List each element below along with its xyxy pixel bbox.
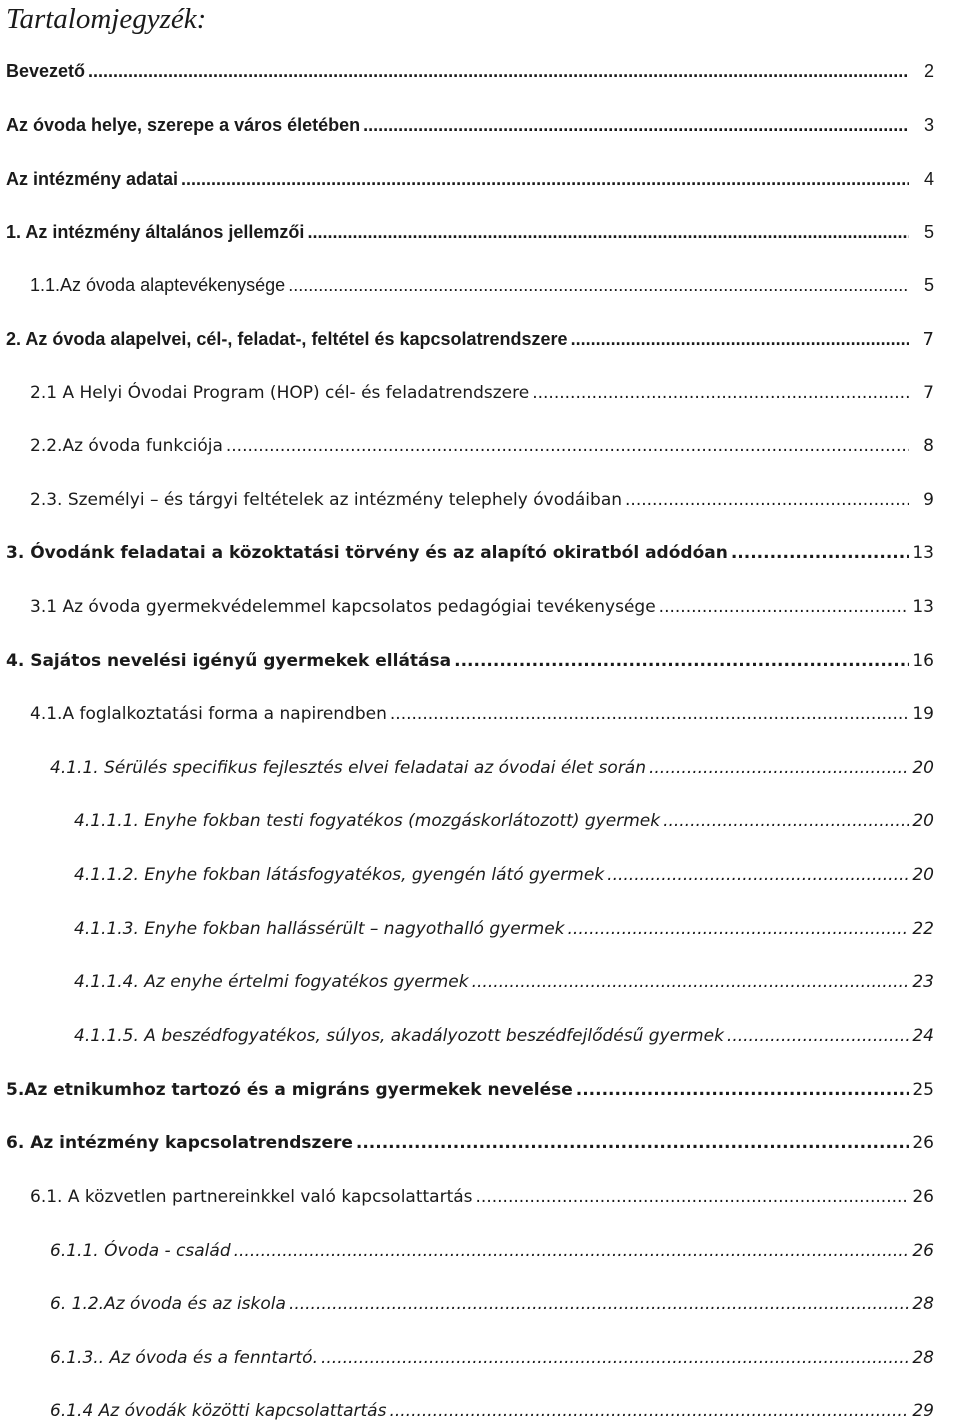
toc-entry-page: 13	[912, 543, 934, 563]
toc-entry-page: 25	[912, 1080, 934, 1100]
toc-entry[interactable]	[30, 378, 934, 408]
toc-entry-label: 4.1.1.3. Enyhe fokban hallássérült – nagyothalló gyermek	[74, 919, 565, 939]
toc-entry-label: 4.1.A foglalkoztatási forma a napirendben	[30, 704, 387, 724]
dot-leader	[727, 1021, 909, 1051]
toc-entry-label: 6. Az intézmény kapcsolatrendszere	[6, 1133, 353, 1153]
toc-entry[interactable]	[30, 1182, 934, 1212]
dot-leader	[454, 646, 909, 676]
dot-leader	[390, 699, 909, 729]
toc-entry-page: 26	[912, 1241, 934, 1261]
dot-leader	[532, 378, 909, 408]
toc-entry[interactable]	[6, 110, 934, 140]
toc-entry-label: 4.1.1.4. Az enyhe értelmi fogyatékos gyermek	[74, 972, 469, 992]
toc-entry[interactable]	[6, 324, 934, 354]
dot-leader	[476, 1182, 909, 1212]
toc-entry[interactable]	[74, 914, 934, 944]
toc-entry[interactable]	[6, 646, 934, 676]
toc-entry[interactable]	[74, 1021, 934, 1051]
dot-leader	[625, 485, 909, 515]
toc-entry-label: 1.1.Az óvoda alaptevékenysége	[30, 275, 286, 295]
toc-entry-label: 6. 1.2.Az óvoda és az iskola	[50, 1294, 286, 1314]
toc-entry-page: 2	[923, 61, 934, 81]
toc-entry-page: 23	[912, 972, 934, 992]
toc-entry-label: 6.1.4 Az óvodák közötti kapcsolattartás	[50, 1401, 387, 1421]
toc-entry-page: 20	[912, 865, 934, 885]
toc-entry[interactable]	[50, 753, 934, 783]
toc-entry[interactable]	[50, 1396, 934, 1426]
toc-entry-label: 4.1.1. Sérülés specifikus fejlesztés elvei feladatai az óvodai élet során	[50, 758, 646, 778]
dot-leader	[568, 914, 909, 944]
toc-entry-page: 20	[912, 758, 934, 778]
toc-entry[interactable]	[30, 270, 934, 300]
toc-entry-page: 3	[923, 115, 934, 135]
toc-entry[interactable]	[30, 485, 934, 515]
toc-entry[interactable]	[50, 1289, 934, 1319]
toc-entry-page: 28	[912, 1294, 934, 1314]
toc-entry[interactable]	[6, 1128, 934, 1158]
dot-leader	[571, 324, 909, 354]
toc-entry-page: 5	[923, 222, 934, 242]
dot-leader	[321, 1343, 909, 1373]
toc-entry-page: 26	[912, 1133, 934, 1153]
dot-leader	[649, 753, 909, 783]
dot-leader	[607, 860, 909, 890]
dot-leader	[659, 592, 909, 622]
toc-entry[interactable]	[74, 967, 934, 997]
toc-entry-page: 29	[912, 1401, 934, 1421]
toc-entry-label: 6.1.1. Óvoda - család	[50, 1241, 231, 1261]
toc-entry-label: Az intézmény adatai	[6, 169, 179, 189]
dot-leader	[472, 967, 909, 997]
toc-entry-label: 1. Az intézmény általános jellemzői	[6, 222, 305, 242]
toc-entry-page: 5	[923, 275, 934, 295]
toc-entry-label: 4.1.1.5. A beszédfogyatékos, súlyos, akadályozott beszédfejlődésű gyermek	[74, 1026, 724, 1046]
toc-entry-page: 24	[912, 1026, 934, 1046]
toc-entry-page: 7	[922, 329, 934, 350]
toc-entry[interactable]	[74, 806, 934, 836]
toc-entry-label: 2.3. Személyi – és tárgyi feltételek az intézmény telephely óvodáiban	[30, 490, 623, 510]
toc-entry-page: 19	[912, 704, 934, 724]
toc-entry-label: 6.1.3.. Az óvoda és a fenntartó.	[50, 1348, 318, 1368]
toc-entry-page: 8	[923, 436, 934, 456]
dot-leader	[288, 270, 909, 300]
toc-entry[interactable]	[30, 431, 934, 461]
toc-entry-label: 2. Az óvoda alapelvei, cél-, feladat-, feltétel és kapcsolatrendszere	[6, 329, 568, 349]
toc-entry[interactable]	[6, 538, 934, 568]
toc-entry-page: 28	[912, 1348, 934, 1368]
toc-entry[interactable]	[30, 592, 934, 622]
dot-leader	[731, 538, 909, 568]
page-title: Tartalomjegyzék:	[6, 3, 207, 35]
toc-entry[interactable]	[6, 217, 934, 247]
toc-entry-page: 7	[923, 383, 934, 403]
toc-entry-label: 4.1.1.1. Enyhe fokban testi fogyatékos (mozgáskorlátozott) gyermek	[74, 811, 661, 831]
dot-leader	[234, 1236, 909, 1266]
toc-entry-label: Bevezető	[6, 61, 86, 81]
dot-leader	[363, 110, 909, 140]
dot-leader	[181, 164, 909, 194]
dot-leader	[226, 431, 909, 461]
toc-entry[interactable]	[74, 860, 934, 890]
toc-entry-page: 9	[923, 490, 934, 510]
toc-entry-label: 2.2.Az óvoda funkciója	[30, 436, 223, 456]
toc-entry[interactable]	[30, 699, 934, 729]
dot-leader	[289, 1289, 909, 1319]
dot-leader	[663, 806, 909, 836]
toc-entry-page: 16	[912, 651, 934, 671]
dot-leader	[88, 56, 909, 86]
toc-entry-label: 3. Óvodánk feladatai a közoktatási törvény és az alapító okiratból adódóan	[6, 543, 728, 563]
toc-entry-label: 4.1.1.2. Enyhe fokban látásfogyatékos, gyengén látó gyermek	[74, 865, 605, 885]
toc-entry[interactable]	[6, 164, 934, 194]
toc-entry-label: Az óvoda helye, szerepe a város életében	[6, 115, 361, 135]
toc-entry[interactable]	[50, 1236, 934, 1266]
toc-entry-page: 4	[923, 169, 934, 189]
toc-entry[interactable]	[6, 1075, 934, 1105]
dot-leader	[356, 1128, 909, 1158]
toc-entry-label: 6.1. A közvetlen partnereinkkel való kapcsolattartás	[30, 1187, 473, 1207]
toc-entry-label: 5.Az etnikumhoz tartozó és a migráns gyermekek nevelése	[6, 1080, 573, 1100]
toc-entry-page: 13	[912, 597, 934, 617]
toc-entry-label: 3.1 Az óvoda gyermekvédelemmel kapcsolatos pedagógiai tevékenysége	[30, 597, 656, 617]
toc-entry-label: 2.1 A Helyi Óvodai Program (HOP) cél- és feladatrendszere	[30, 383, 530, 403]
toc-entry-page: 20	[912, 811, 934, 831]
toc-entry[interactable]	[50, 1343, 934, 1373]
dot-leader	[576, 1075, 909, 1105]
dot-leader	[389, 1396, 909, 1426]
toc-entry-page: 22	[912, 919, 934, 939]
toc-entry-page: 26	[912, 1187, 934, 1207]
toc-entry-label: 4. Sajátos nevelési igényű gyermekek ellátása	[6, 651, 452, 671]
toc-entry[interactable]	[6, 56, 934, 86]
dot-leader	[307, 217, 909, 247]
